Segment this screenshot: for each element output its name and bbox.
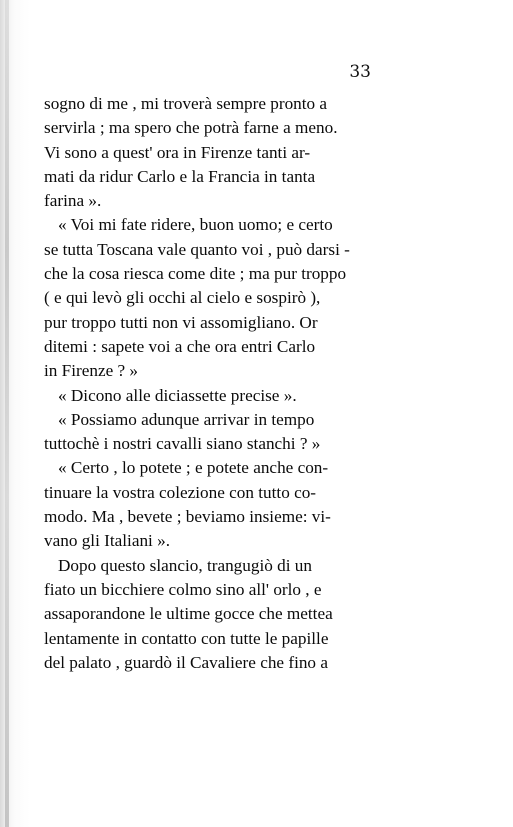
text-line: farina ». [44,191,102,211]
page-gutter-shadow [5,0,9,827]
text-line: ditemi : sapete voi a che ora entri Carlo [44,336,316,356]
text-line: ( e qui levò gli occhi al cielo e sospirò ), [44,288,321,308]
text-line: Vi sono a quest' ora in Firenze tanti ar- [44,142,311,162]
text-line: « Certo , lo potete ; e potete anche con- [58,458,329,478]
text-line: che la cosa riesca come dite ; ma pur troppo [44,264,347,284]
text-line: tinuare la vostra colezione con tutto co- [44,482,317,502]
page-number: 33 [349,62,371,82]
text-line: « Possiamo adunque arrivar in tempo [58,409,315,429]
text-line: assaporandone le ultime gocce che mettea [44,604,333,624]
text-line: fiato un bicchiere colmo sino all' orlo , e [44,579,322,599]
text-line: servirla ; ma spero che potrà farne a meno. [44,118,338,138]
text-line: sogno di me , mi troverà sempre pronto a [44,94,328,113]
text-line: lentamente in contatto con tutte le papille [44,628,329,648]
text-line: pur troppo tutti non vi assomigliano. Or [44,312,318,332]
body-text [44,92,390,675]
text-line: in Firenze ? » [44,361,139,381]
text-line: vano gli Italiani ». [44,531,171,551]
text-line: « Dicono alle diciassette precise ». [58,385,297,405]
text-line: Dopo questo slancio, trangugiò di un [58,555,312,575]
text-line: mati da ridur Carlo e la Francia in tanta [44,166,316,186]
text-line: se tutta Toscana vale quanto voi , può darsi - [44,239,350,259]
text-line: « Voi mi fate ridere, buon uomo; e certo [58,215,333,235]
text-line: del palato , guardò il Cavaliere che fino a [44,652,328,672]
text-line: tuttochè i nostri cavalli siano stanchi ? » [44,434,321,454]
text-line: modo. Ma , bevete ; beviamo insieme: vi- [44,507,331,527]
